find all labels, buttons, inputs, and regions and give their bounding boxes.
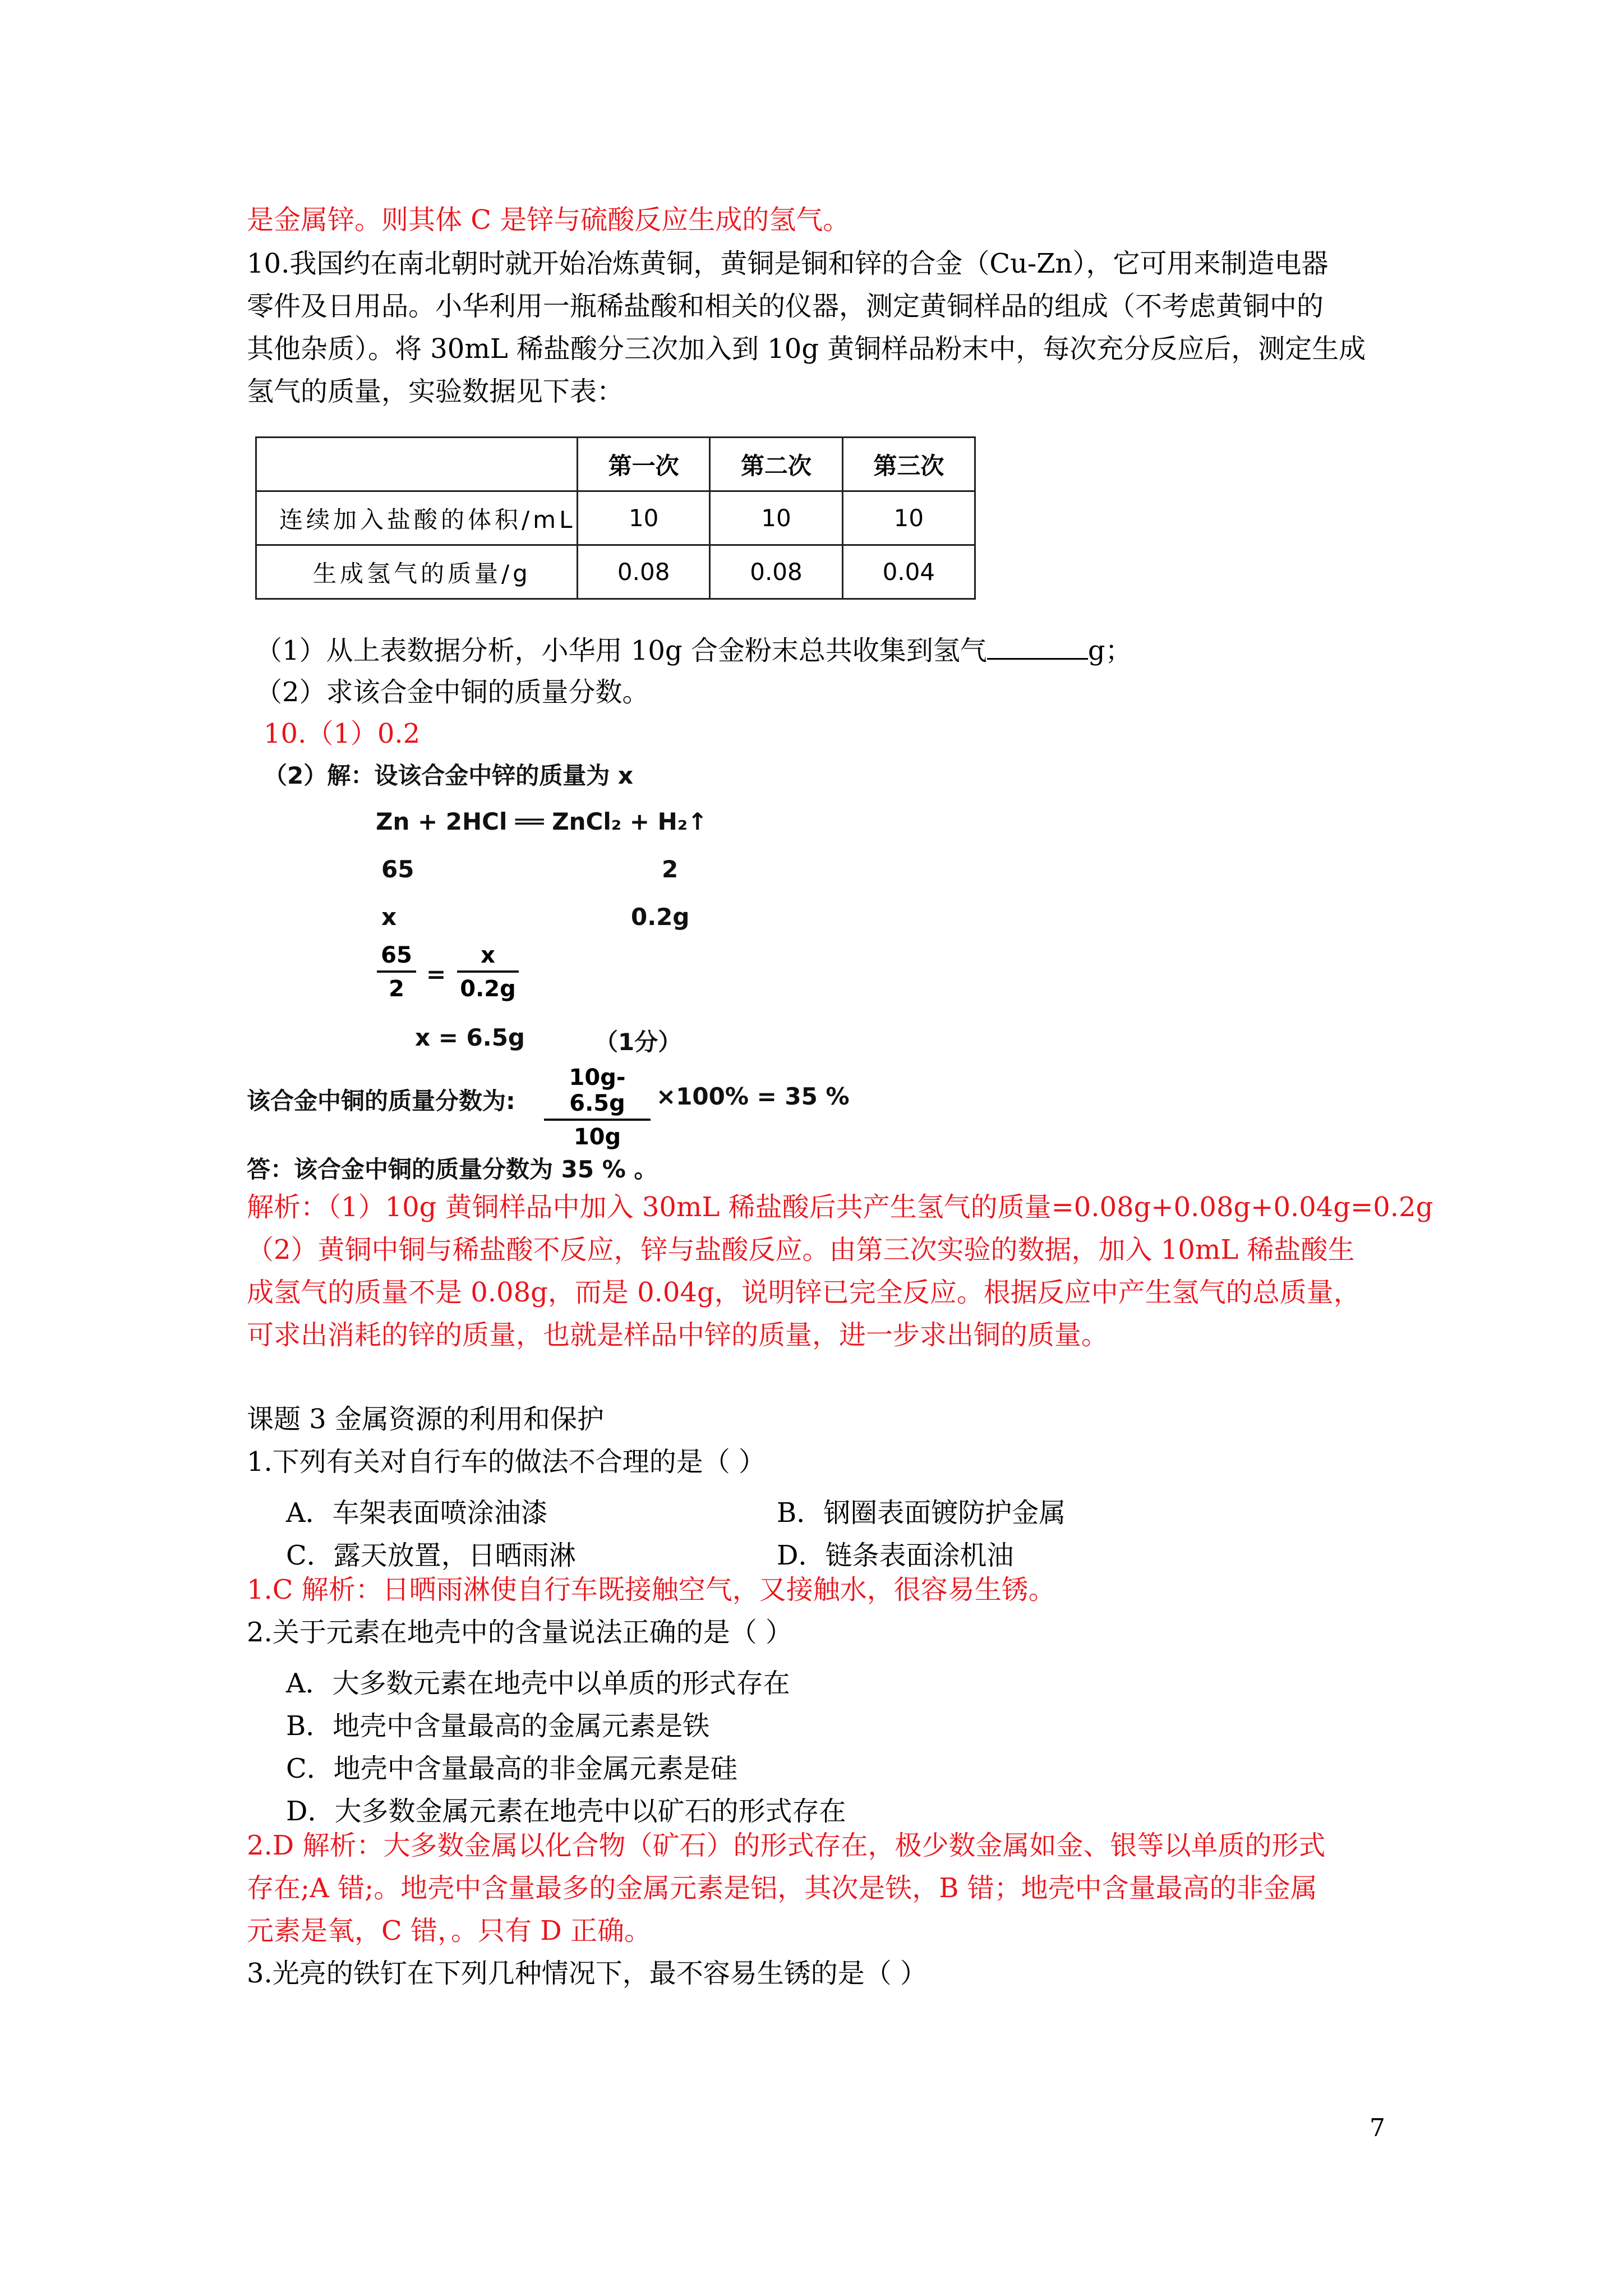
section-title: 课题 3 金属资源的利用和保护: [247, 1404, 605, 1435]
score-note: （1分）: [594, 1028, 682, 1056]
s3-q2-option-c: C．地壳中含量最高的非金属元素是硅: [286, 1753, 737, 1784]
table-cell: 0.08: [710, 545, 842, 599]
s3-q1-option-c: C．露天放置，日晒雨淋: [286, 1540, 576, 1571]
copper-fraction: [544, 1065, 651, 1150]
table-row-label: 生成氢气的质量/g: [256, 545, 578, 599]
s3-q2-answer-line3: 元素是氧，C 错，。只有 D 正确。: [247, 1915, 651, 1947]
table-row-label: 连续加入盐酸的体积/mL: [256, 491, 578, 545]
s3-q1-answer: 1.C 解析：日晒雨淋使自行车既接触空气，又接触水，很容易生锈。: [247, 1574, 1055, 1605]
unknown-x: x: [381, 903, 397, 931]
table-header-cell: 第三次: [842, 438, 975, 491]
s3-q1-option-b: B．钢圈表面镀防护金属: [777, 1497, 1066, 1529]
table-cell: 0.04: [842, 545, 975, 599]
analysis-line3: 成氢气的质量不是 0.08g，而是 0.04g，说明锌已完全反应。根据反应中产生氢气的总质量，: [247, 1277, 1361, 1308]
analysis-line1: 解析：（1）10g 黄铜样品中加入 30mL 稀盐酸后共产生氢气的质量=0.08g+0.08g+0.04g=0.2g: [247, 1191, 1433, 1223]
answer-part1: 10.（1）0.2: [264, 718, 421, 749]
table-header-row: [256, 438, 975, 491]
problem10-line1: 10.我国约在南北朝时就开始冶炼黄铜，黄铜是铜和锌的合金（Cu-Zn），它可用来制造电器: [247, 248, 1329, 279]
table-header-cell: 第一次: [578, 438, 710, 491]
table-header-cell: 第二次: [710, 438, 842, 491]
fraction-denominator: 10g: [573, 1124, 621, 1150]
data-table: [255, 436, 976, 600]
line-conclusion: 是金属锌。则其体 C 是锌与硫酸反应生成的氢气。: [247, 204, 850, 236]
fraction-ratio-1: [377, 942, 416, 1002]
analysis-line2: （2）黄铜中铜与稀盐酸不反应，锌与盐酸反应。由第三次实验的数据，加入 10mL 稀盐酸生: [247, 1234, 1355, 1266]
s3-q2-answer-line2: 存在;A 错;。地壳中含量最多的金属元素是铝，其次是铁，B 错；地壳中含量最高的非金属: [247, 1872, 1317, 1904]
table-cell: 0.08: [578, 545, 710, 599]
table-cell: 10: [578, 491, 710, 545]
equals-sign: =: [426, 960, 446, 988]
s3-question-2: 2.关于元素在地壳中的含量说法正确的是（ ）: [247, 1617, 793, 1648]
s3-q2-option-d: D．大多数金属元素在地壳中以矿石的形式存在: [286, 1796, 846, 1827]
final-answer: 答：该合金中铜的质量分数为 35 % 。: [247, 1156, 658, 1183]
question-2: （2）求该合金中铜的质量分数。: [255, 677, 649, 708]
s3-q2-option-a: A．大多数元素在地壳中以单质的形式存在: [286, 1668, 790, 1699]
table-cell: 10: [710, 491, 842, 545]
fraction-numerator: x: [457, 942, 519, 973]
table-row: [256, 545, 975, 599]
table-cell: 10: [842, 491, 975, 545]
solution-setup: （2）解：设该合金中锌的质量为 x: [264, 762, 633, 789]
page-number: 7: [1370, 2114, 1385, 2142]
problem10-line3: 其他杂质）。将 30mL 稀盐酸分三次加入到 10g 黄铜样品粉末中，每次充分反应后，测定生成: [247, 333, 1366, 365]
fraction-numerator: 10g-6.5g: [544, 1065, 651, 1121]
table-row: [256, 491, 975, 545]
fraction-denominator: 0.2g: [460, 976, 516, 1002]
fraction-ratio-2: [457, 942, 519, 1002]
problem10-line4: 氢气的质量，实验数据见下表：: [247, 376, 624, 407]
table-header-cell: [256, 438, 578, 491]
s3-q2-option-b: B．地壳中含量最高的金属元素是铁: [286, 1710, 710, 1742]
question-1-text: （1）从上表数据分析，小华用 10g 合金粉末总共收集到氢气: [255, 635, 987, 666]
question-1-unit: g；: [1087, 635, 1132, 666]
mass-h2: 0.2g: [631, 903, 690, 931]
copper-fraction-result: ×100% = 35 %: [656, 1083, 850, 1110]
analysis-line4: 可求出消耗的锌的质量，也就是样品中锌的质量，进一步求出铜的质量。: [247, 1319, 1109, 1351]
s3-q1-option-a: A．车架表面喷涂油漆: [286, 1497, 548, 1529]
fraction-denominator: 2: [389, 976, 404, 1002]
s3-question-1: 1.下列有关对自行车的做法不合理的是（ ）: [247, 1446, 766, 1478]
s3-q1-option-d: D．链条表面涂机油: [777, 1540, 1014, 1571]
copper-fraction-label: 该合金中铜的质量分数为:: [247, 1087, 515, 1115]
molar-mass-h2: 2: [662, 855, 679, 883]
s3-question-3: 3.光亮的铁钉在下列几种情况下，最不容易生锈的是（ ）: [247, 1958, 928, 1989]
question-1: [255, 636, 1132, 664]
molar-mass-zn: 65: [381, 855, 414, 883]
answer-blank: [987, 636, 1088, 660]
fraction-numerator: 65: [377, 942, 416, 973]
chemical-equation: Zn + 2HCl ══ ZnCl₂ + H₂↑: [376, 808, 708, 835]
s3-q2-answer-line1: 2.D 解析：大多数金属以化合物（矿石）的形式存在，极少数金属如金、银等以单质的形式: [247, 1830, 1326, 1861]
problem10-line2: 零件及日用品。小华利用一瓶稀盐酸和相关的仪器，测定黄铜样品的组成（不考虑黄铜中的: [247, 291, 1324, 322]
result-x: x = 6.5g: [415, 1024, 525, 1051]
